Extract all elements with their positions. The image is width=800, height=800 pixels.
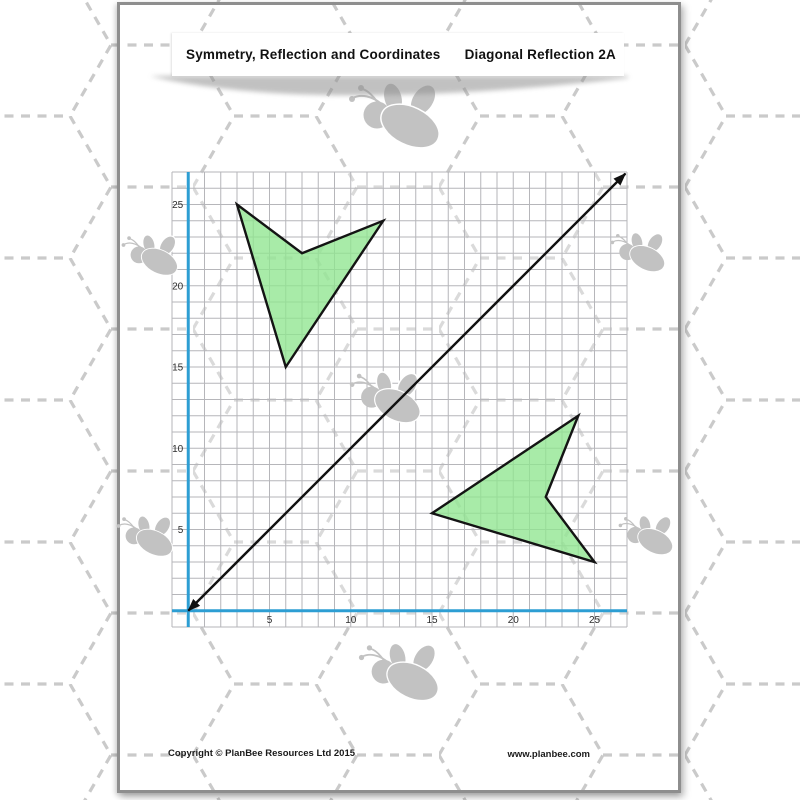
x-tick-label: 20 [507, 614, 519, 626]
x-tick-label: 15 [426, 614, 438, 626]
reflected-arrow [432, 416, 595, 562]
x-tick-label: 5 [266, 614, 273, 626]
worksheet-title: Symmetry, Reflection and Coordinates [186, 47, 441, 62]
y-tick-label: 5 [177, 525, 184, 536]
x-tick-label: 10 [345, 614, 357, 626]
y-tick-label: 20 [172, 281, 184, 293]
x-tick-label: 25 [588, 614, 601, 626]
mirror-line-and-shapes [172, 172, 627, 627]
copyright-text: Copyright © PlanBee Resources Ltd 2015 [168, 748, 356, 759]
worksheet-code: Diagonal Reflection 2A [464, 47, 616, 62]
y-tick-label: 15 [172, 362, 184, 374]
website-text: www.planbee.com [507, 749, 590, 760]
original-arrow [237, 205, 383, 368]
y-tick-label: 25 [172, 200, 184, 211]
header-band [172, 33, 624, 76]
header-band-shadow [148, 75, 632, 105]
y-tick-label: 10 [172, 443, 184, 455]
